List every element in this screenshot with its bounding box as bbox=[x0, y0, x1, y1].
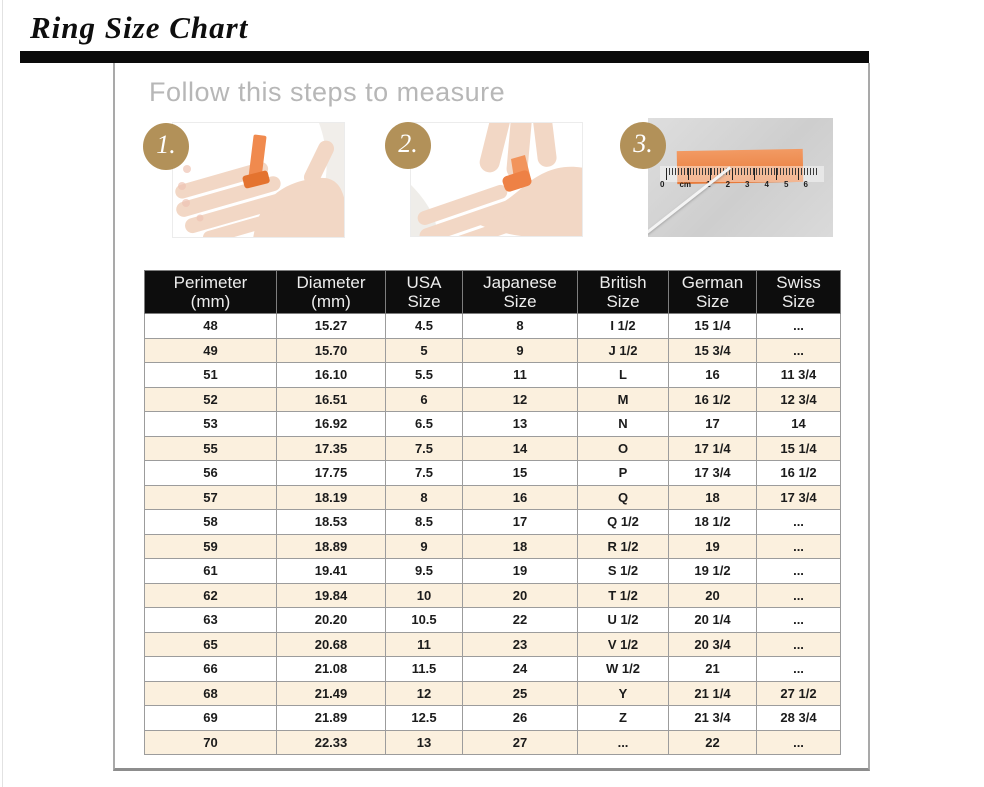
hand-mark-strip-illustration bbox=[411, 123, 583, 237]
table-cell: 20 3/4 bbox=[669, 632, 757, 657]
table-cell: ... bbox=[757, 510, 841, 535]
table-cell: W 1/2 bbox=[578, 657, 669, 682]
table-cell: 55 bbox=[145, 436, 277, 461]
table-cell: 16 1/2 bbox=[669, 387, 757, 412]
table-cell: 14 bbox=[757, 412, 841, 437]
table-cell: 15.70 bbox=[277, 338, 386, 363]
header-line: Size bbox=[503, 292, 537, 311]
table-cell: 20 bbox=[669, 583, 757, 608]
column-header-british bbox=[578, 271, 669, 314]
table-row bbox=[145, 706, 841, 731]
ruler-label: 0 bbox=[660, 180, 665, 189]
header-line: Diameter bbox=[296, 273, 366, 292]
table-cell: Q bbox=[578, 485, 669, 510]
step-2-photo bbox=[410, 122, 583, 237]
table-cell: 13 bbox=[386, 730, 463, 755]
table-cell: 24 bbox=[463, 657, 578, 682]
table-cell: 18 bbox=[463, 534, 578, 559]
table-cell: 4.5 bbox=[386, 314, 463, 339]
column-header-japanese bbox=[463, 271, 578, 314]
header-line: Swiss bbox=[776, 273, 821, 292]
table-cell: 17 bbox=[463, 510, 578, 535]
table-cell: 12.5 bbox=[386, 706, 463, 731]
table-cell: 12 bbox=[463, 387, 578, 412]
table-cell: 13 bbox=[463, 412, 578, 437]
table-cell: 48 bbox=[145, 314, 277, 339]
column-header-usa bbox=[386, 271, 463, 314]
table-cell: 16.10 bbox=[277, 363, 386, 388]
table-cell: 27 1/2 bbox=[757, 681, 841, 706]
table-cell: Z bbox=[578, 706, 669, 731]
table-cell: 19 bbox=[669, 534, 757, 559]
table-cell: 6 bbox=[386, 387, 463, 412]
hand-wrap-strip-illustration bbox=[173, 123, 345, 238]
header-line: USA bbox=[406, 273, 442, 292]
step-1-photo bbox=[172, 122, 345, 238]
table-cell: 16.92 bbox=[277, 412, 386, 437]
table-cell: 7.5 bbox=[386, 461, 463, 486]
table-cell: U 1/2 bbox=[578, 608, 669, 633]
table-cell: 20 bbox=[463, 583, 578, 608]
header-line: Size bbox=[781, 292, 816, 311]
table-cell: 10.5 bbox=[386, 608, 463, 633]
table-cell: 16 bbox=[669, 363, 757, 388]
table-cell: 15.27 bbox=[277, 314, 386, 339]
table-cell: 9 bbox=[386, 534, 463, 559]
table-cell: 10 bbox=[386, 583, 463, 608]
table-cell: 20.20 bbox=[277, 608, 386, 633]
table-cell: 11 bbox=[463, 363, 578, 388]
table-row bbox=[145, 657, 841, 682]
step-3-badge bbox=[620, 122, 666, 169]
table-header-row bbox=[145, 271, 841, 314]
step-2-badge bbox=[385, 122, 431, 169]
table-cell: 49 bbox=[145, 338, 277, 363]
table-row bbox=[145, 363, 841, 388]
table-cell: M bbox=[578, 387, 669, 412]
table-row bbox=[145, 485, 841, 510]
step-3-number: 3. bbox=[633, 129, 653, 158]
header-line: (mm) bbox=[190, 292, 231, 311]
table-cell: 70 bbox=[145, 730, 277, 755]
table-cell: ... bbox=[757, 632, 841, 657]
title-rule bbox=[20, 51, 869, 63]
table-row bbox=[145, 730, 841, 755]
table-cell: 21 1/4 bbox=[669, 681, 757, 706]
table-cell: 21.49 bbox=[277, 681, 386, 706]
table-row bbox=[145, 534, 841, 559]
steps-heading: Follow this steps to measure bbox=[149, 77, 506, 107]
table-cell: 27 bbox=[463, 730, 578, 755]
column-header-swiss bbox=[757, 271, 841, 314]
step-1-badge bbox=[143, 123, 189, 170]
table-cell: 56 bbox=[145, 461, 277, 486]
table-cell: 23 bbox=[463, 632, 578, 657]
table-cell: 18.19 bbox=[277, 485, 386, 510]
table-cell: 58 bbox=[145, 510, 277, 535]
table-cell: 17.35 bbox=[277, 436, 386, 461]
table-cell: 66 bbox=[145, 657, 277, 682]
table-cell: 57 bbox=[145, 485, 277, 510]
size-table-body bbox=[145, 314, 841, 755]
content-panel bbox=[113, 63, 870, 771]
ruler-major-ticks bbox=[666, 168, 819, 180]
table-cell: 17.75 bbox=[277, 461, 386, 486]
table-cell: S 1/2 bbox=[578, 559, 669, 584]
table-row bbox=[145, 583, 841, 608]
table-cell: 22.33 bbox=[277, 730, 386, 755]
table-cell: 9 bbox=[463, 338, 578, 363]
table-cell: 59 bbox=[145, 534, 277, 559]
ruler-label: 4 bbox=[764, 180, 769, 189]
table-cell: 17 3/4 bbox=[669, 461, 757, 486]
table-cell: Q 1/2 bbox=[578, 510, 669, 535]
table-cell: 19.84 bbox=[277, 583, 386, 608]
table-cell: 19 bbox=[463, 559, 578, 584]
column-header-german bbox=[669, 271, 757, 314]
table-cell: 26 bbox=[463, 706, 578, 731]
ruler-label: 2 bbox=[725, 180, 731, 189]
table-cell: ... bbox=[757, 314, 841, 339]
header-line: British bbox=[599, 273, 647, 292]
table-row bbox=[145, 608, 841, 633]
table-cell: 22 bbox=[669, 730, 757, 755]
table-cell: 5.5 bbox=[386, 363, 463, 388]
table-cell: 53 bbox=[145, 412, 277, 437]
table-cell: 51 bbox=[145, 363, 277, 388]
table-cell: 17 3/4 bbox=[757, 485, 841, 510]
table-cell: 18.89 bbox=[277, 534, 386, 559]
table-cell: P bbox=[578, 461, 669, 486]
table-cell: 18.53 bbox=[277, 510, 386, 535]
table-cell: 11 3/4 bbox=[757, 363, 841, 388]
page-title: Ring Size Chart bbox=[30, 10, 249, 45]
table-cell: 68 bbox=[145, 681, 277, 706]
table-cell: 19.41 bbox=[277, 559, 386, 584]
table-row bbox=[145, 632, 841, 657]
table-cell: 5 bbox=[386, 338, 463, 363]
table-row bbox=[145, 559, 841, 584]
table-cell: T 1/2 bbox=[578, 583, 669, 608]
table-cell: 9.5 bbox=[386, 559, 463, 584]
column-header-perimeter bbox=[145, 271, 277, 314]
table-cell: 15 bbox=[463, 461, 578, 486]
table-row bbox=[145, 461, 841, 486]
table-cell: ... bbox=[757, 559, 841, 584]
table-cell: 21 bbox=[669, 657, 757, 682]
table-cell: ... bbox=[757, 608, 841, 633]
table-cell: 25 bbox=[463, 681, 578, 706]
table-cell: ... bbox=[578, 730, 669, 755]
table-cell: 22 bbox=[463, 608, 578, 633]
header-line: Size bbox=[407, 292, 441, 311]
table-cell: 15 3/4 bbox=[669, 338, 757, 363]
table-cell: 21.08 bbox=[277, 657, 386, 682]
header-line: Size bbox=[695, 292, 730, 311]
table-cell: 52 bbox=[145, 387, 277, 412]
table-cell: 20 1/4 bbox=[669, 608, 757, 633]
table-row bbox=[145, 412, 841, 437]
table-cell: 16 bbox=[463, 485, 578, 510]
table-row bbox=[145, 314, 841, 339]
table-cell: 12 bbox=[386, 681, 463, 706]
table-cell: 28 3/4 bbox=[757, 706, 841, 731]
table-cell: 21 3/4 bbox=[669, 706, 757, 731]
table-row bbox=[145, 681, 841, 706]
table-row bbox=[145, 387, 841, 412]
header-line: Size bbox=[606, 292, 640, 311]
table-cell: 11 bbox=[386, 632, 463, 657]
table-cell: 19 1/2 bbox=[669, 559, 757, 584]
table-cell: 17 bbox=[669, 412, 757, 437]
table-cell: R 1/2 bbox=[578, 534, 669, 559]
table-row bbox=[145, 436, 841, 461]
table-cell: 15 1/4 bbox=[757, 436, 841, 461]
table-cell: 15 1/4 bbox=[669, 314, 757, 339]
table-cell: 21.89 bbox=[277, 706, 386, 731]
ruler-label: 5 bbox=[784, 180, 789, 189]
table-cell: ... bbox=[757, 657, 841, 682]
table-cell: 11.5 bbox=[386, 657, 463, 682]
table-cell: I 1/2 bbox=[578, 314, 669, 339]
header-line: Japanese bbox=[483, 273, 557, 292]
table-cell: 8 bbox=[463, 314, 578, 339]
header-line: (mm) bbox=[311, 292, 351, 311]
table-cell: O bbox=[578, 436, 669, 461]
table-cell: V 1/2 bbox=[578, 632, 669, 657]
ring-size-table bbox=[144, 270, 841, 755]
table-cell: 6.5 bbox=[386, 412, 463, 437]
ruler-label: 6 bbox=[803, 180, 808, 189]
table-cell: Y bbox=[578, 681, 669, 706]
table-cell: ... bbox=[757, 338, 841, 363]
header-line: Perimeter bbox=[173, 273, 248, 292]
column-header-diameter bbox=[277, 271, 386, 314]
table-cell: 18 bbox=[669, 485, 757, 510]
table-cell: L bbox=[578, 363, 669, 388]
table-cell: ... bbox=[757, 730, 841, 755]
table-cell: 17 1/4 bbox=[669, 436, 757, 461]
step-3-photo bbox=[648, 118, 833, 237]
table-cell: 61 bbox=[145, 559, 277, 584]
ruler-labels bbox=[660, 180, 808, 189]
table-cell: 8 bbox=[386, 485, 463, 510]
page-left-edge-line bbox=[2, 0, 3, 787]
table-cell: 20.68 bbox=[277, 632, 386, 657]
table-cell: N bbox=[578, 412, 669, 437]
table-cell: 14 bbox=[463, 436, 578, 461]
table-cell: ... bbox=[757, 534, 841, 559]
table-cell: 65 bbox=[145, 632, 277, 657]
table-cell: 16.51 bbox=[277, 387, 386, 412]
table-cell: 63 bbox=[145, 608, 277, 633]
table-cell: ... bbox=[757, 583, 841, 608]
table-cell: 69 bbox=[145, 706, 277, 731]
ruler-label: cm bbox=[679, 180, 692, 189]
table-cell: 7.5 bbox=[386, 436, 463, 461]
header-line: German bbox=[681, 273, 744, 292]
table-cell: 8.5 bbox=[386, 510, 463, 535]
table-cell: 16 1/2 bbox=[757, 461, 841, 486]
table-cell: 62 bbox=[145, 583, 277, 608]
table-row bbox=[145, 338, 841, 363]
table-row bbox=[145, 510, 841, 535]
table-cell: 12 3/4 bbox=[757, 387, 841, 412]
ruler-label: 3 bbox=[745, 180, 750, 189]
step-2-number: 2. bbox=[398, 129, 418, 158]
table-cell: 18 1/2 bbox=[669, 510, 757, 535]
step-1-number: 1. bbox=[156, 130, 176, 159]
table-cell: J 1/2 bbox=[578, 338, 669, 363]
